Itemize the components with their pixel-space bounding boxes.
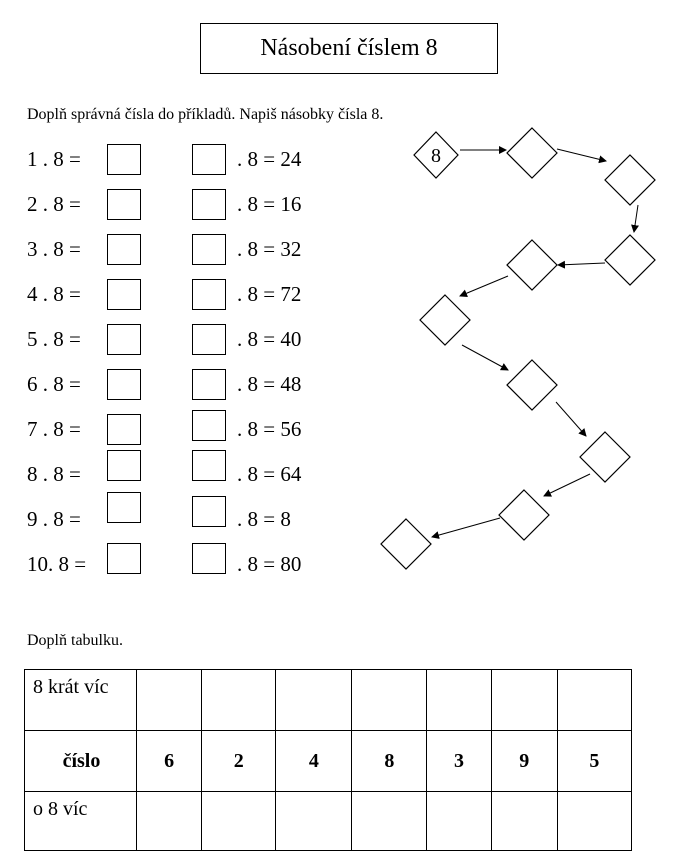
table-cell-input[interactable] [276,670,352,731]
chain-diamond-5[interactable] [420,295,470,345]
table-number-cell: 2 [202,731,276,792]
exercise-right-7: . 8 = 56 [237,417,302,441]
chain-diamond-3[interactable] [605,235,655,285]
chain-arrow [432,518,500,537]
exercise-left-6: 6 . 8 = [27,372,81,396]
chain-diamond-7[interactable] [580,432,630,482]
chain-arrow [556,402,586,436]
exercise-left-8: 8 . 8 = [27,462,81,486]
table-cell-input[interactable] [427,792,491,851]
chain-start-number: 8 [431,145,441,167]
table-cell-input[interactable] [557,670,631,731]
exercise-left-7: 7 . 8 = [27,417,81,441]
exercise-left-10: 10. 8 = [27,552,87,576]
exercise-right-10: . 8 = 80 [237,552,302,576]
exercise-left-5: 5 . 8 = [27,327,81,351]
chain-arrow [558,263,605,265]
table-cell-input[interactable] [276,792,352,851]
table-cell-input[interactable] [136,670,201,731]
row-label-times: 8 krát víc [25,670,137,731]
chain-diamond-8[interactable] [499,490,549,540]
exercise-right-8: . 8 = 64 [237,462,302,486]
chain-arrow [544,474,590,496]
instruction-table: Doplň tabulku. [27,632,123,649]
table-cell-input[interactable] [136,792,201,851]
table-cell-input[interactable] [202,670,276,731]
chain-arrow [557,149,606,161]
exercise-right-9: . 8 = 8 [237,507,291,531]
table-row-numbers [25,731,632,792]
exercise-left-4: 4 . 8 = [27,282,81,306]
chain-diamond-6[interactable] [507,360,557,410]
instruction-multiples: Doplň správná čísla do příkladů. Napiš násobky čísla 8. [27,106,384,123]
exercise-right-1: . 8 = 24 [237,147,302,171]
table-number-cell: 4 [276,731,352,792]
chain-arrow [634,205,638,232]
table-row-times [25,670,632,731]
exercise-right-3: . 8 = 32 [237,237,302,261]
table-number-cell: 5 [557,731,631,792]
table-number-cell: 3 [427,731,491,792]
chain-diamond-2[interactable] [605,155,655,205]
exercise-left-3: 3 . 8 = [27,237,81,261]
exercise-left-2: 2 . 8 = [27,192,81,216]
multiplication-table [24,669,632,851]
table-cell-input[interactable] [352,670,427,731]
row-label-plus: o 8 víc [25,792,137,851]
chain-diamond-1[interactable] [507,128,557,178]
table-number-cell: 6 [136,731,201,792]
row-label-number: číslo [25,731,137,792]
table-cell-input[interactable] [491,670,557,731]
exercise-right-6: . 8 = 48 [237,372,302,396]
chain-arrow [462,345,508,370]
table-number-cell: 8 [352,731,427,792]
exercise-right-5: . 8 = 40 [237,327,302,351]
page-title: Násobení číslem 8 [200,23,498,74]
table-row-plus [25,792,632,851]
table-cell-input[interactable] [202,792,276,851]
exercise-left-1: 1 . 8 = [27,147,81,171]
chain-diamond-4[interactable] [507,240,557,290]
table-number-cell: 9 [491,731,557,792]
table-cell-input[interactable] [491,792,557,851]
table-cell-input[interactable] [352,792,427,851]
exercise-left-9: 9 . 8 = [27,507,81,531]
table-cell-input[interactable] [557,792,631,851]
exercise-right-4: . 8 = 72 [237,282,302,306]
exercise-right-2: . 8 = 16 [237,192,302,216]
chain-diamond-9[interactable] [381,519,431,569]
table-cell-input[interactable] [427,670,491,731]
chain-arrow [460,276,508,296]
